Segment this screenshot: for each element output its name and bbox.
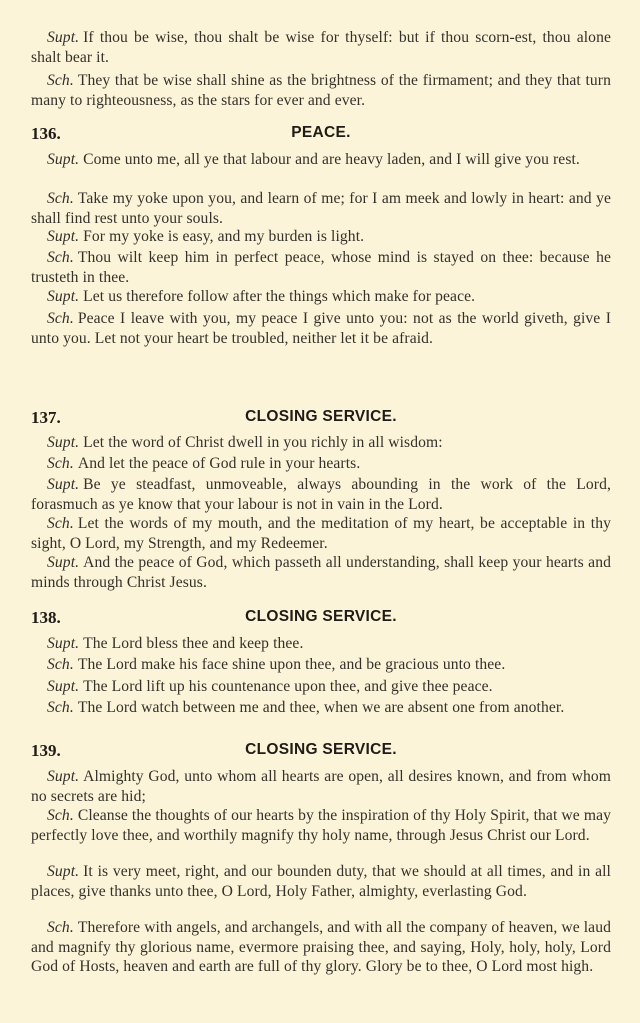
line-text: Let the words of my mouth, and the meditation of my heart, be acceptable in thy sight, O Lord, my Strength, and my Redeemer.: [31, 515, 611, 552]
speaker-label: Supt.: [47, 29, 80, 46]
speaker-label: Sch.: [47, 807, 74, 824]
section-heading-136: [31, 124, 611, 144]
section-136-line: [31, 287, 611, 307]
line-text: The Lord watch between me and thee, when we are absent one from another.: [77, 699, 565, 716]
speaker-label: Sch.: [47, 656, 74, 673]
line-text: The Lord bless thee and keep thee.: [83, 635, 304, 652]
speaker-label: Supt.: [47, 554, 80, 571]
section-138-line: [31, 677, 611, 697]
section-136-line: [31, 309, 611, 348]
section-heading-137: [31, 408, 611, 428]
section-136-line: [31, 248, 611, 287]
line-text: Be ye steadfast, unmoveable, always abounding in the work of the Lord, forasmuch as ye know that your labour is not in vain in the Lord.: [31, 476, 611, 513]
intro-line-supt: [31, 28, 611, 67]
speaker-label: Supt.: [47, 678, 80, 695]
line-text: For my yoke is easy, and my burden is light.: [83, 228, 365, 245]
section-heading-139: [31, 741, 611, 761]
line-text: It is very meet, right, and our bounden duty, that we should at all times, and in all places, give thanks unto thee, O Lord, Holy Father, almighty, everlasting God.: [31, 863, 611, 900]
line-text: The Lord make his face shine upon thee, and be gracious unto thee.: [77, 656, 506, 673]
line-text: They that be wise shall shine as the brightness of the firmament; and they that turn many to righteousness, as the stars for ever and ever.: [31, 72, 611, 109]
section-138-line: [31, 698, 611, 718]
speaker-label: Sch.: [47, 515, 74, 532]
speaker-label: Sch.: [47, 455, 74, 472]
section-number: 138.: [31, 608, 61, 627]
section-136-line: [31, 227, 611, 247]
line-text: And the peace of God, which passeth all understanding, shall keep your hearts and minds through Christ Jesus.: [31, 554, 611, 591]
section-136-line: [31, 150, 611, 170]
section-138-line: [31, 634, 611, 654]
line-text: Cleanse the thoughts of our hearts by the inspiration of thy Holy Spirit, that we may perfectly love thee, and worthily magnify thy holy name, through Jesus Christ our Lord.: [31, 807, 611, 844]
speaker-label: Supt.: [47, 635, 80, 652]
speaker-label: Sch.: [47, 919, 74, 936]
speaker-label: Supt.: [47, 476, 80, 493]
line-text: Let the word of Christ dwell in you richly in all wisdom:: [83, 434, 443, 451]
speaker-label: Sch.: [47, 72, 74, 89]
speaker-label: Supt.: [47, 768, 80, 785]
line-text: Let us therefore follow after the things which make for peace.: [83, 288, 476, 305]
speaker-label: Sch.: [47, 190, 74, 207]
speaker-label: Sch.: [47, 310, 74, 327]
section-137-line: [31, 433, 611, 453]
section-139-line: [31, 918, 611, 977]
line-text: Peace I leave with you, my peace I give unto you: not as the world giveth, give I unto you. Let not your heart be troubled, neither let it be afraid.: [31, 310, 611, 347]
speaker-label: Supt.: [47, 228, 80, 245]
section-title: CLOSING SERVICE.: [245, 608, 397, 625]
section-139-line: [31, 767, 611, 806]
line-text: The Lord lift up his countenance upon thee, and give thee peace.: [83, 678, 493, 695]
line-text: Take my yoke upon you, and learn of me; for I am meek and lowly in heart: and ye shall find rest unto your souls.: [31, 190, 611, 227]
section-title: CLOSING SERVICE.: [245, 741, 397, 758]
section-137-line: [31, 514, 611, 553]
line-text: Almighty God, unto whom all hearts are open, all desires known, and from whom no secrets are hid;: [31, 768, 611, 805]
section-136-line: [31, 189, 611, 228]
intro-line-sch: [31, 71, 611, 110]
line-text: If thou be wise, thou shalt be wise for thyself: but if thou scorn-est, thou alone shalt bear it.: [31, 29, 611, 66]
section-number: 136.: [31, 124, 61, 143]
speaker-label: Sch.: [47, 699, 74, 716]
line-text: And let the peace of God rule in your hearts.: [77, 455, 361, 472]
section-137-line: [31, 475, 611, 514]
speaker-label: Sch.: [47, 249, 74, 266]
line-text: Come unto me, all ye that labour and are heavy laden, and I will give you rest.: [83, 151, 580, 168]
section-number: 139.: [31, 741, 61, 760]
line-text: Therefore with angels, and archangels, and with all the company of heaven, we laud and magnify thy glorious name, evermore praising thee, and saying, Holy, holy, holy, Lord God of Hosts, heaven and earth are full of thy glory. Glory be to thee, O Lord most high.: [31, 919, 611, 975]
section-139-line: [31, 806, 611, 845]
section-heading-138: [31, 608, 611, 628]
section-138-line: [31, 655, 611, 675]
speaker-label: Supt.: [47, 151, 80, 168]
section-number: 137.: [31, 408, 61, 427]
speaker-label: Supt.: [47, 288, 80, 305]
section-title: CLOSING SERVICE.: [245, 408, 397, 425]
section-139-line: [31, 862, 611, 901]
line-text: Thou wilt keep him in perfect peace, whose mind is stayed on thee: because he trusteth in thee.: [31, 249, 611, 286]
section-137-line: [31, 454, 611, 474]
speaker-label: Supt.: [47, 863, 80, 880]
section-137-line: [31, 553, 611, 592]
section-title: PEACE.: [291, 124, 351, 141]
speaker-label: Supt.: [47, 434, 80, 451]
